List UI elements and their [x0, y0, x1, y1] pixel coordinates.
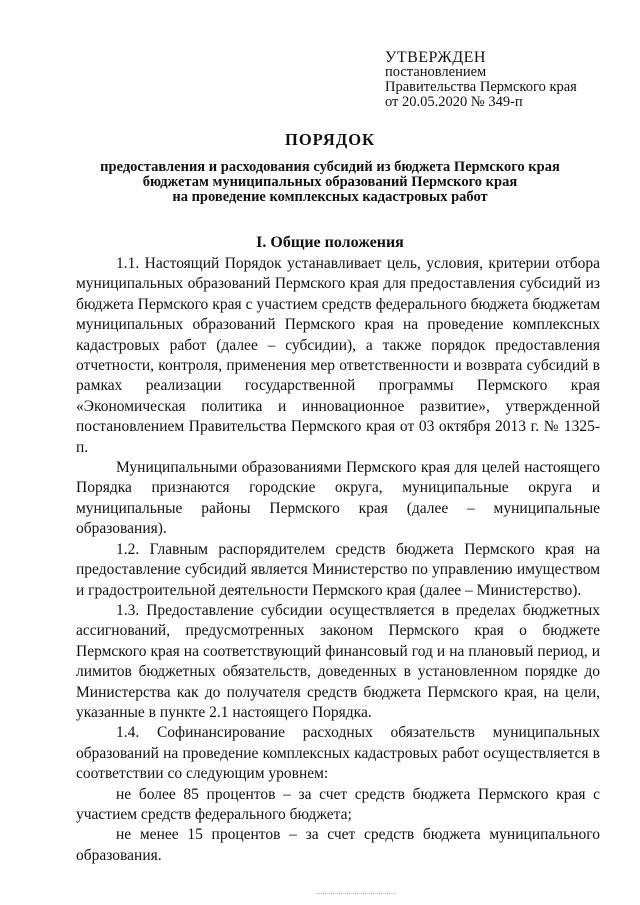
- paragraph-share-regional: не более 85 процентов – за счет средств бюджета Пермского края с участием средств федерального бюджета;: [76, 785, 600, 823]
- paragraph-1-4: 1.4. Софинансирование расходных обязательств муниципальных образований на проведение комплексных кадастровых работ осуществляется в соответствии со следующим уровнем:: [76, 724, 600, 783]
- approval-title: УТВЕРЖДЕН: [385, 49, 486, 66]
- scan-artifact-line: [316, 893, 396, 895]
- document-subtitle-line-1: предоставления и расходования субсидий из бюджета Пермского края: [100, 159, 560, 175]
- paragraph-1-1: 1.1. Настоящий Порядок устанавливает цель, условия, критерии отбора муниципальных образований Пермского края для предоставления субсидий из бюджета Пермского края с участием средств федерального бюджета бюджетам муниципальных образований Пермского края на проведение комплексных кадастровых работ (далее – субсидии), а также порядок предоставления отчетности, контроля, применения мер ответственности и возврата субсидий в рамках реализации государственной программы Пермского края «Экономическая политика и инновационное развитие», утвержденной постановлением Правительства Пермского края от 03 октября 2013 г. № 1325-п.: [76, 255, 600, 456]
- section-title: I. Общие положения: [256, 234, 404, 251]
- approval-line-3: от 20.05.2020 № 349-п: [385, 94, 523, 110]
- approval-line-2: Правительства Пермского края: [385, 79, 577, 95]
- document-title: ПОРЯДОК: [285, 130, 375, 149]
- approval-line-1: постановлением: [385, 64, 487, 80]
- document-subtitle-line-2: бюджетам муниципальных образований Пермского края: [142, 174, 518, 190]
- document-subtitle-line-3: на проведение комплексных кадастровых работ: [172, 189, 488, 205]
- document-heading: [60, 130, 600, 205]
- paragraph-1-3: 1.3. Предоставление субсидии осуществляется в пределах бюджетных ассигнований, предусмотренных законом Пермского края о бюджете Пермского края на соответствующий финансовый год и на плановый период, и лимитов бюджетных обязательств, доведенных в установленном порядке до Министерства как до получателя средств бюджета Пермского края, на цели, указанные в пункте 2.1 настоящего Порядка.: [76, 601, 600, 721]
- paragraph-share-municipal: не менее 15 процентов – за счет средств бюджета муниципального образования.: [76, 826, 600, 864]
- document-body: [76, 254, 600, 866]
- paragraph-1-2: 1.2. Главным распорядителем средств бюджета Пермского края на предоставление субсидий является Министерство по управлению имуществом и градостроительной деятельности Пермского края (далее – Министерство).: [76, 540, 600, 599]
- approval-stamp-block: [385, 50, 577, 110]
- paragraph-municipal-definition: Муниципальными образованиями Пермского края для целей настоящего Порядка признаются городские округа, муниципальные округа и муниципальные районы Пермского края (далее – муниципальные образования).: [76, 459, 600, 538]
